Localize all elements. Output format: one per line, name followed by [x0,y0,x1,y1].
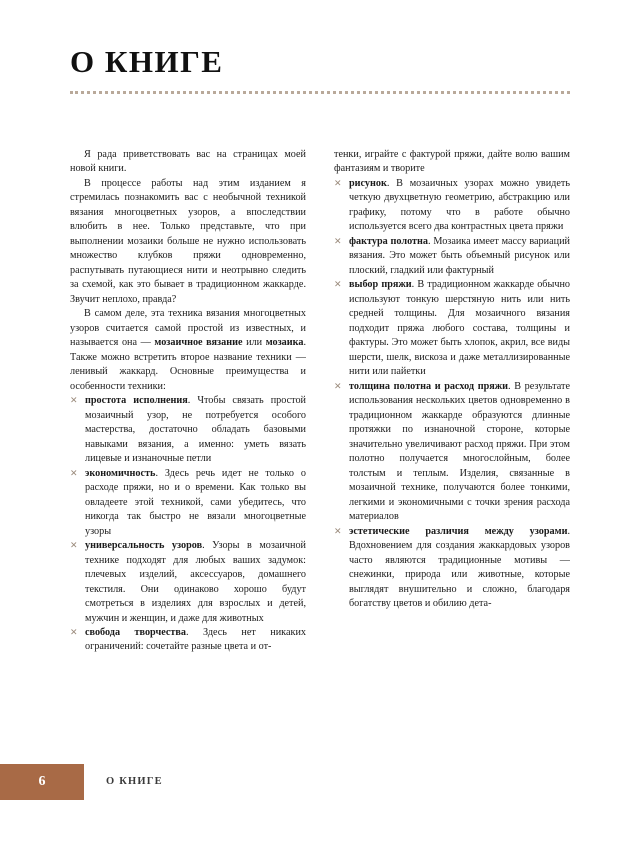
bullet-cross-icon: ✕ [70,540,78,551]
bullet-cross-icon: ✕ [334,525,342,536]
bullet-cross-icon: ✕ [334,279,342,290]
lead-text-3: . Также можно встретить второе название техники — ленивый жаккард. Основные преимущества и особенности техники: [70,337,306,392]
lead-term-2: мозаика [265,337,304,349]
page-footer [0,764,639,800]
left-column [70,148,306,728]
list-item [334,525,570,612]
list-item [334,235,570,278]
paragraph-continuation: тенки, играйте с фактурой пряжи, дайте волю вашим фантазиям и творите [334,149,570,175]
list-item [334,278,570,379]
page-number: 6 [38,774,46,789]
bullet-cross-icon: ✕ [70,626,78,637]
list-item [70,467,306,539]
title-divider [70,91,570,97]
list-item-text: . Узоры в мозаичной технике подходят для любых ваших задумок: плечевых изделий, аксессуаров, домашнего текстиля. Они одинаково хорошо будут смотреться в изделиях для взрослых и детей, мужчин и женщин, и даже для животных [85,540,306,624]
running-head: О КНИГЕ [106,776,163,787]
right-column [334,148,570,728]
list-item-text: . Чтобы связать простой мозаичный узор, не потребуется особого мастерства, достаточно обладать базовыми навыками вязания, а именно: уметь вязать лицевые и изнаночные петли [85,395,306,465]
list-item-term: рисунок [349,177,387,189]
list-item-term: толщина полотна и расход пряжи [349,380,509,392]
list-item-text: . В мозаичных узорах можно увидеть четкую двухцветную геометрию, абстракцию или графику, потому что в работе обычно используется всего два контрастных цвета пряжи [349,177,570,233]
lead-text-2: или [242,337,266,349]
list-item-term: эстетические различия между узорами [349,525,568,537]
bullet-cross-icon: ✕ [334,380,342,391]
title-block [70,46,570,97]
left-bullet-list [70,394,306,655]
body-columns [70,148,570,728]
list-item [334,177,570,235]
page-title: О КНИГЕ [70,44,224,79]
bullet-cross-icon: ✕ [70,467,78,478]
list-item-text: . Здесь речь идет не только о расходе пряжи, но и о времени. Как только вы овладеете этой техникой, сами убедитесь, что никогда так быстро не вязали многоцветные узоры [85,467,306,537]
list-item-term: универсальность узоров [85,540,203,552]
bullet-cross-icon: ✕ [334,235,342,246]
list-item-term: выбор пряжи [349,279,412,291]
list-item-text: . В традиционном жаккарде обычно используют тонкую шерстяную нить или нить средней толщины. Для мозаичного вязания подходит пряжа любого состава, толщины и фактуры. Это может быть хлопок, акрил, все виды шерсти, шелк, вискоза и даже металлизированные нити или пайетки [349,279,571,378]
list-item [70,626,306,655]
paragraph: Я рада приветствовать вас на страницах моей новой книги. [70,149,306,175]
list-item-term: свобода творчества [85,626,186,638]
list-item-text: . Мозаика имеет массу вариаций вязания. Это может быть объемный рисунок или плоский, гладкий или фактурный [349,235,570,276]
list-item-term: простота исполнения [85,395,188,407]
lead-paragraph [70,307,306,394]
list-item-term: экономичность [85,467,156,479]
lead-term-1: мозаичное вязание [154,337,243,349]
list-item-term: фактура полотна [349,235,429,247]
list-item-text: . Здесь нет никаких ограничений: сочетайте разные цвета и от- [85,626,306,653]
right-bullet-list [334,177,570,612]
list-item [70,539,306,626]
list-item-text: . Вдохновением для создания жаккардовых узоров часто являются традиционные мотивы — снежинки, природа или животные, которые выглядят внушительно и сложно, благодаря богатству цветов и обилию дета- [349,525,570,610]
bullet-cross-icon: ✕ [70,395,78,406]
list-item-text: . В результате использования нескольких цветов одновременно в традиционном жаккарде образуются длинные протяжки по изнаночной стороне, которые значительно увеличивают расход пряжи. При этом полотно получается многослойным, более толстым и теплым. Изделия, связанные в мозаичной технике, получаются более тонкими, легкими и экономичными с точки зрения расхода материалов [349,380,570,523]
list-item [334,380,570,525]
bullet-cross-icon: ✕ [334,177,342,188]
paragraph: В процессе работы над этим изданием я стремилась познакомить вас с необычной техникой вязания многоцветных узоров, а впоследствии влюбить в нее. Только представьте, что при выполнении мозаики больше не нужно использовать множество клубков пряжи одновременно, распутывать путающиеся нити и неотрывно следить за схемой, как это бывает в традиционном жаккарде. Звучит неплохо, правда? [70,177,306,305]
list-item [70,394,306,466]
lead-text-1: В самом деле, эта техника вязания многоцветных узоров считается самой простой из известных, и называется она — [70,308,306,349]
